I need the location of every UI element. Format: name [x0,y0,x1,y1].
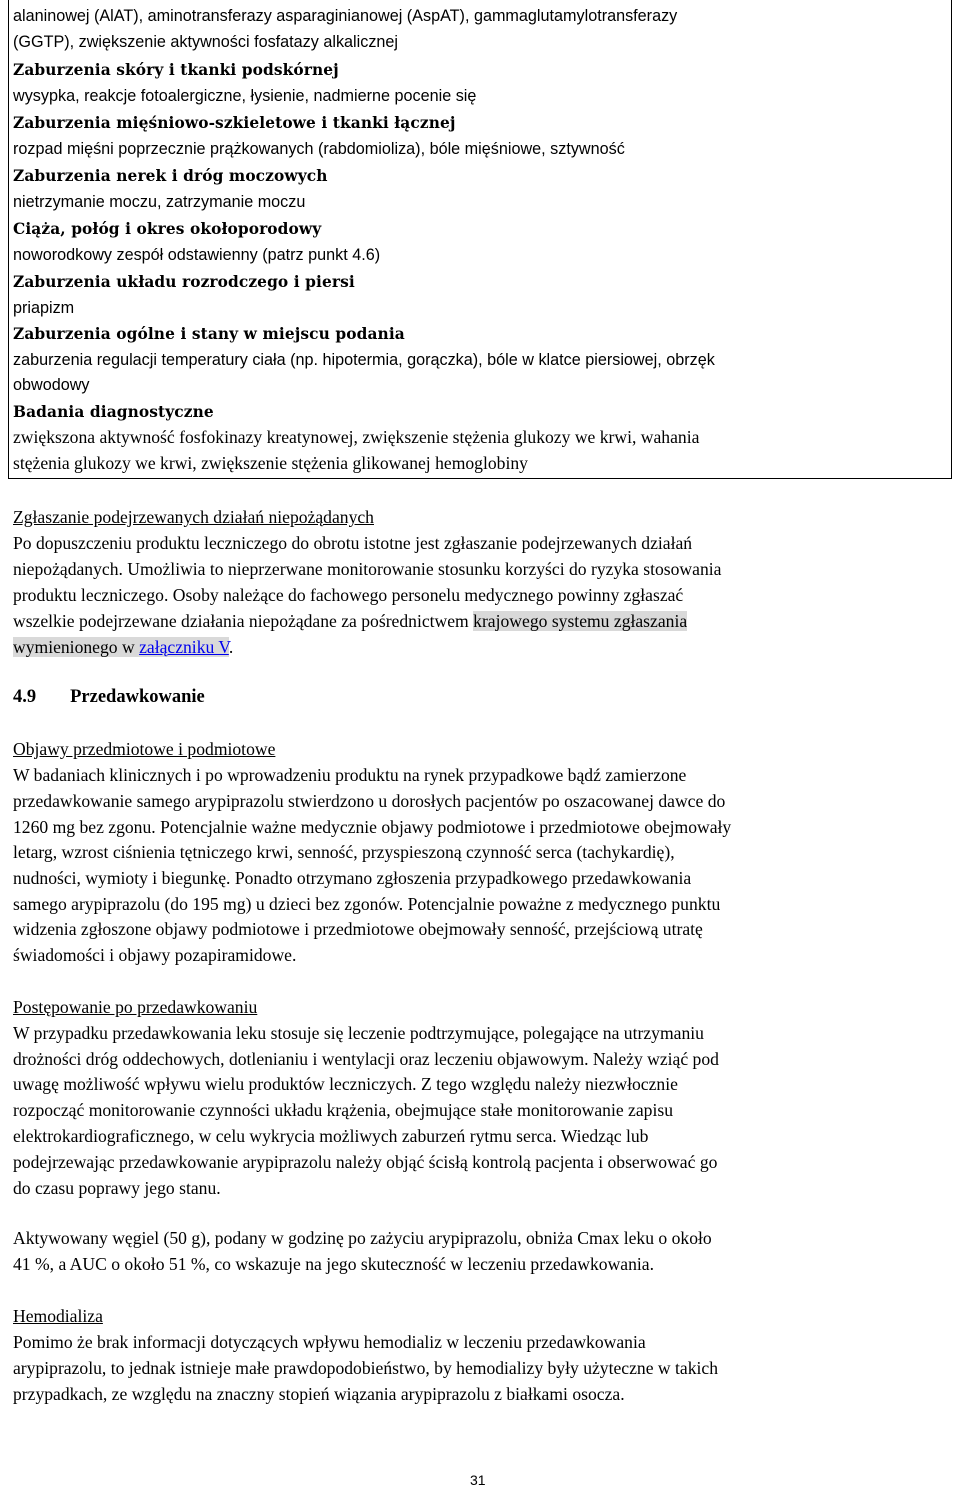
table-row: noworodkowy zespół odstawienny (patrz punkt 4.6) [13,246,381,264]
paragraph-line: samego arypiprazolu (do 195 mg) u dzieci bez zgonów. Potencjalnie poważne z medycznego punktu [13,894,721,914]
paragraph-line: 41 %, a AUC o około 51 %, co wskazuje na jego skuteczność w leczeniu przedawkowania. [13,1254,654,1274]
paragraph-line: 1260 mg bez zgonu. Potencjalnie ważne medycznie objawy podmiotowe i przedmiotowe obejmowały [13,817,732,837]
paragraph-line: produktu leczniczego. Osoby należące do fachowego personelu medycznego powinny zgłaszać [13,585,684,605]
paragraph-line: elektrokardiograficznego, w celu wykrycia możliwych zaburzeń rytmu serca. Wiedząc lub [13,1126,649,1146]
table-row: stężenia glukozy we krwi, zwiększenie stężenia glikowanej hemoglobiny [13,453,528,473]
paragraph-line: Pomimo że brak informacji dotyczących wpływu hemodializ w leczeniu przedawkowania [13,1332,646,1352]
section-heading [13,684,205,710]
table-row: zwiększona aktywność fosfokinazy kreatynowej, zwiększenie stężenia glukozy we krwi, wahania [13,427,700,447]
paragraph-line: uwagę możliwość wpływu wielu produktów leczniczych. Z tego względu należy niezwłocznie [13,1074,678,1094]
soc-heading: Zaburzenia mięśniowo-szkieletowe i tkanki łącznej [13,114,456,132]
soc-heading: Zaburzenia nerek i dróg moczowych [13,167,328,185]
paragraph-line: letarg, wzrost ciśnienia tętniczego krwi, senność, przyspieszoną czynność serca (tachykardię), [13,842,675,862]
table-row: rozpad mięśni poprzecznie prążkowanych (rabdomioliza), bóle mięśniowe, sztywność [13,140,625,158]
table-row: obwodowy [13,376,90,394]
paragraph-line: widzenia zgłoszone objawy podmiotowe i przedmiotowe obejmowały senność, przejściową utratę [13,919,703,939]
paragraph-line: nudności, wymioty i biegunkę. Ponadto otrzymano zgłoszenia przypadkowego przedawkowania [13,868,692,888]
paragraph-line: świadomości i objawy pozapiramidowe. [13,945,297,965]
table-row: nietrzymanie moczu, zatrzymanie moczu [13,193,306,211]
paragraph-line: arypiprazolu, to jednak istnieje małe prawdopodobieństwo, by hemodializy były użyteczne w takich [13,1358,719,1378]
paragraph-line: rozpocząć monitorowanie czynności układu krążenia, obejmujące stałe monitorowanie zapisu [13,1100,673,1120]
paragraph-line: przedawkowanie samego arypiprazolu stwierdzono u dorosłych pacjentów po oszacowanej dawce do [13,791,726,811]
table-row: (GGTP), zwiększenie aktywności fosfatazy alkalicznej [13,33,399,51]
paragraph-line: Po dopuszczeniu produktu leczniczego do obrotu istotne jest zgłaszanie podejrzewanych działań [13,533,693,553]
symptoms-heading: Objawy przedmiotowe i podmiotowe [13,739,276,759]
table-row: priapizm [13,299,75,317]
reporting-heading: Zgłaszanie podejrzewanych działań niepożądanych [13,507,374,527]
soc-heading: Zaburzenia skóry i tkanki podskórnej [13,61,339,79]
soc-heading: Ciąża, połóg i okres okołoporodowy [13,220,322,238]
highlighted-text: wymienionego w załączniku V [13,637,229,657]
paragraph-line: Aktywowany węgiel (50 g), podany w godzinę po zażyciu arypiprazolu, obniża Cmax leku o około [13,1228,712,1248]
table-row: alaninowej (AlAT), aminotransferazy asparaginianowej (AspAT), gammaglutamylotransferazy [13,7,678,25]
paragraph-line: W badaniach klinicznych i po wprowadzeniu produktu na rynek przypadkowe bądź zamierzone [13,765,687,785]
paragraph-line: W przypadku przedawkowania leku stosuje się leczenie podtrzymujące, polegające na utrzymaniu [13,1023,704,1043]
paragraph-line: wymienionego w załączniku V. [13,637,234,657]
section-title: Przedawkowanie [70,687,205,707]
soc-heading: Badania diagnostyczne [13,403,214,421]
section-number: 4.9 [13,687,37,707]
paragraph-line: podejrzewając przedawkowanie arypiprazolu należy objąć ścisłą kontrolą pacjenta i obserwować go [13,1152,718,1172]
annex-v-link[interactable]: załączniku V [139,637,229,657]
management-heading: Postępowanie po przedawkowaniu [13,997,258,1017]
paragraph-line: do czasu poprawy jego stanu. [13,1178,221,1198]
paragraph-line: przypadkach, ze względu na znaczny stopień wiązania arypiprazolu z białkami osocza. [13,1384,625,1404]
table-row: zaburzenia regulacji temperatury ciała (np. hipotermia, gorączka), bóle w klatce piersiowej, obrzęk [13,351,715,369]
paragraph-line: wszelkie podejrzewane działania niepożądane za pośrednictwem krajowego systemu zgłaszania [13,611,688,631]
page-number: 31 [470,1472,486,1488]
table-row: wysypka, reakcje fotoalergiczne, łysienie, nadmierne pocenie się [13,87,477,105]
hemodialysis-heading: Hemodializa [13,1306,103,1326]
soc-heading: Zaburzenia ogólne i stany w miejscu podania [13,325,405,343]
paragraph-line: drożności dróg oddechowych, dotlenianiu i wentylacji oraz leczeniu objawowym. Należy wziąć pod [13,1049,719,1069]
paragraph-line: niepożądanych. Umożliwia to nieprzerwane monitorowanie stosunku korzyści do ryzyka stosowania [13,559,722,579]
highlighted-text: krajowego systemu zgłaszania [473,611,688,631]
soc-heading: Zaburzenia układu rozrodczego i piersi [13,273,355,291]
